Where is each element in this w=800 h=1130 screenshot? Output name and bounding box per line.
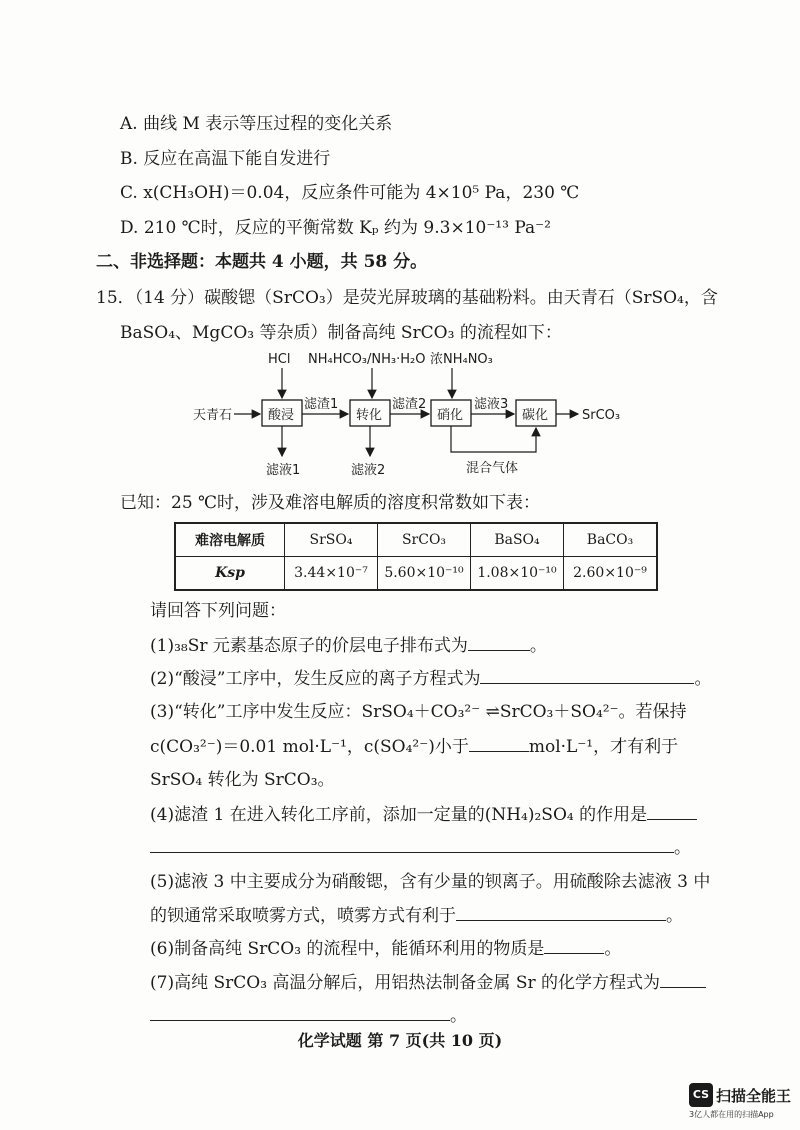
flow-link-filtrate-3: 滤液3	[474, 397, 509, 412]
answer-blank-3[interactable]	[469, 735, 529, 752]
question-part-3-cont	[150, 735, 678, 758]
part-7-text: (7)高纯 SrCO₃ 高温分解后，用铝热法制备金属 Sr 的化学方程式为	[150, 973, 660, 993]
question-part-3-end: SrSO₄ 转化为 SrCO₃。	[150, 770, 335, 790]
question-part-5-cont	[150, 904, 683, 927]
question-part-7-line2	[150, 1004, 467, 1027]
part-3-text-b: mol·L⁻¹，才有利于	[528, 737, 679, 757]
question-part-4-line2	[150, 836, 691, 859]
table-row	[175, 557, 657, 591]
answer-prompt: 请回答下列问题：	[150, 601, 286, 621]
question-15-intro: 15．（14 分）碳酸锶（SrCO₃）是荧光屏玻璃的基础粉料。由天青石（SrSO₄，含	[96, 288, 718, 308]
part-1-end: 。	[529, 636, 547, 656]
part-3-text-a: c(CO₃²⁻)＝0.01 mol·L⁻¹，c(SO₄²⁻)小于	[150, 737, 469, 757]
ksp-table	[174, 522, 658, 591]
answer-blank-2[interactable]	[480, 667, 694, 684]
scanner-watermark	[689, 1083, 791, 1120]
part-4-end: 。	[674, 838, 691, 858]
part-2-text: (2)“酸浸”工序中，发生反应的离子方程式为	[150, 669, 481, 689]
table-cell: 2.60×10⁻⁹	[564, 557, 658, 591]
question-part-2	[150, 667, 711, 690]
part-5-text: 的钡通常采取喷雾方式，喷雾方式有利于	[150, 906, 456, 926]
flow-step-nitration-label: 硝化	[437, 408, 464, 423]
table-header-row	[175, 523, 657, 557]
flow-product: SrCO₃	[582, 408, 621, 423]
question-part-5: (5)滤液 3 中主要成分为硝酸锶，含有少量的钡离子。用硫酸除去滤液 3 中	[150, 872, 711, 892]
watermark-tagline: 3亿人都在用的扫描App	[689, 1110, 774, 1119]
answer-blank-7b[interactable]	[150, 1004, 450, 1021]
reagent-hcl: HCl	[268, 352, 291, 367]
answer-blank-4a[interactable]	[647, 803, 697, 820]
table-header-cell: SrSO₄	[285, 523, 378, 557]
table-cell: 5.60×10⁻¹⁰	[378, 557, 471, 591]
answer-blank-6[interactable]	[544, 937, 604, 954]
flow-step-acid-leach-label: 酸浸	[268, 408, 295, 423]
answer-blank-4b[interactable]	[150, 836, 674, 853]
answer-blank-5[interactable]	[456, 904, 666, 921]
part-7-end: 。	[450, 1006, 467, 1026]
part-1-text: (1)₃₈Sr 元素基态原子的价层电子排布式为	[150, 636, 468, 656]
table-header-cell: SrCO₃	[378, 523, 471, 557]
table-header-cell: BaSO₄	[471, 523, 564, 557]
table-cell: 1.08×10⁻¹⁰	[471, 557, 564, 591]
table-header-cell: BaCO₃	[564, 523, 658, 557]
reagent-nh4no3: 浓NH₄NO₃	[430, 352, 493, 367]
question-part-4	[150, 803, 697, 826]
question-15-intro-cont: BaSO₄、MgCO₃ 等杂质）制备高纯 SrCO₃ 的流程如下：	[120, 323, 562, 343]
page-footer: 化学试题 第 7 页(共 10 页)	[297, 1031, 503, 1050]
answer-blank-7a[interactable]	[660, 971, 706, 988]
flow-link-residue-1: 滤渣1	[304, 397, 339, 412]
option-a: A. 曲线 M 表示等压过程的变化关系	[120, 114, 393, 134]
part-4-text: (4)滤渣 1 在进入转化工序前，添加一定量的(NH₄)₂SO₄ 的作用是	[150, 805, 648, 825]
answer-blank-1[interactable]	[468, 634, 530, 651]
option-b: B. 反应在高温下能自发进行	[120, 149, 331, 169]
known-statement: 已知：25 ℃时，涉及难溶电解质的溶度积常数如下表：	[120, 493, 541, 513]
flow-mixed-gas: 混合气体	[466, 461, 519, 476]
option-c: C. x(CH₃OH)＝0.04，反应条件可能为 4×10⁵ Pa，230 ℃	[120, 183, 580, 203]
flow-out-filtrate-1: 滤液1	[266, 463, 301, 478]
table-header-cell: 难溶电解质	[175, 523, 285, 557]
section-heading: 二、非选择题：本题共 4 小题，共 58 分。	[96, 252, 428, 272]
part-6-end: 。	[604, 939, 622, 959]
flow-link-residue-2: 滤渣2	[392, 397, 427, 412]
flow-out-filtrate-2: 滤液2	[351, 463, 386, 478]
question-part-3: (3)“转化”工序中发生反应：SrSO₄＋CO₃²⁻ ⇌SrCO₃＋SO₄²⁻。若保持	[150, 702, 687, 722]
question-part-7	[150, 971, 706, 994]
part-6-text: (6)制备高纯 SrCO₃ 的流程中，能循环利用的物质是	[150, 939, 545, 959]
flow-source: 天青石	[193, 408, 233, 423]
flow-step-conversion-label: 转化	[356, 408, 383, 423]
process-flow-diagram	[0, 352, 800, 482]
table-cell: Ksp	[175, 557, 285, 591]
question-part-6	[150, 937, 621, 960]
part-5-end: 。	[666, 906, 683, 926]
part-2-end: 。	[694, 669, 712, 689]
table-cell: 3.44×10⁻⁷	[285, 557, 378, 591]
camscanner-logo-icon: CS	[689, 1083, 713, 1107]
watermark-app-name: 扫描全能王	[716, 1086, 792, 1105]
question-part-1	[150, 634, 547, 657]
flow-step-carbonation-label: 碳化	[522, 408, 549, 423]
option-d: D. 210 ℃时，反应的平衡常数 Kₚ 约为 9.3×10⁻¹³ Pa⁻²	[120, 218, 551, 238]
reagent-nh4hco3: NH₄HCO₃/NH₃·H₂O	[308, 352, 426, 367]
